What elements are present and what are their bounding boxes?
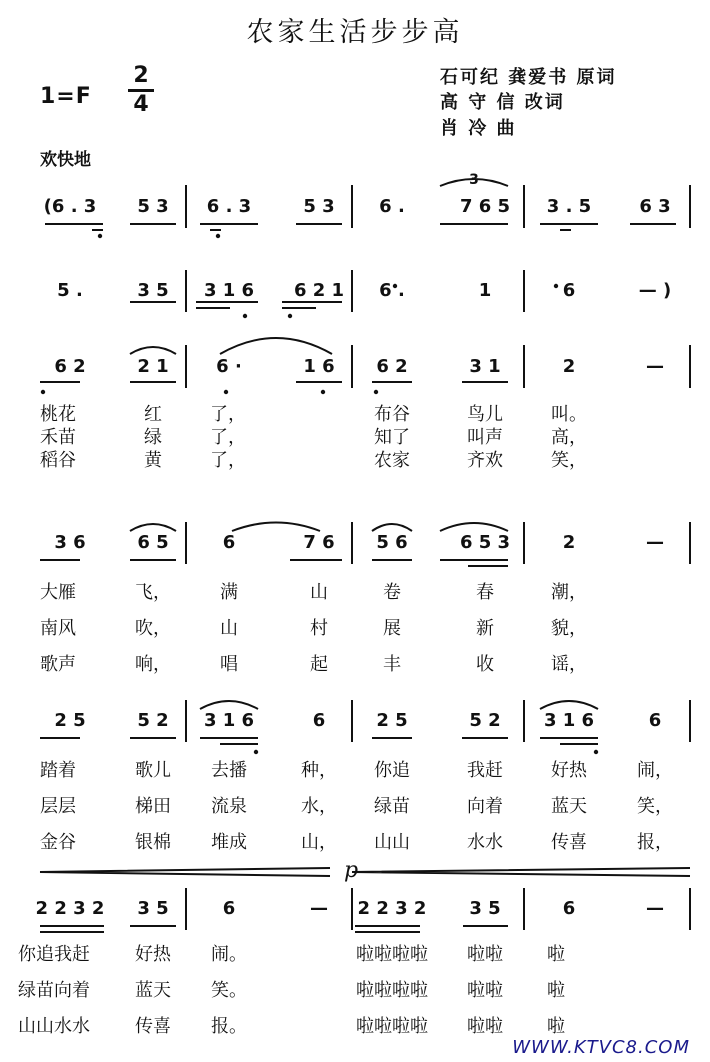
lyric-word: 啦 [547, 1016, 565, 1037]
lyric-word: 堆成 [211, 832, 247, 853]
lyric-word: 你追 [374, 760, 410, 781]
lyric-word: 知了 [374, 427, 410, 448]
lyric-word: 水水 [467, 832, 503, 853]
note-group: 2 2 3 2 [35, 898, 105, 919]
note-group: 3 6 [54, 532, 86, 553]
lyric-word: 种， [301, 760, 337, 781]
lyric-word: 啦啦 [467, 980, 503, 1001]
lyric-word: 新 [476, 618, 494, 639]
credit-line-1: 石可纪 龚爱书 原词 [440, 67, 617, 88]
lyric-word: 谣， [551, 654, 587, 675]
lyric-word: 好热 [135, 944, 171, 965]
lyric-word: 山 [220, 618, 238, 639]
lyric-word: 满 [220, 582, 238, 603]
lyric-word: 农家 [374, 450, 410, 471]
lyric-word: 响， [135, 654, 171, 675]
note-group: 3 5 [137, 280, 169, 301]
lyric-word: 展 [383, 618, 401, 639]
lyric-word: 传喜 [135, 1016, 171, 1037]
note-group: — [310, 898, 328, 919]
lyric-word: 金谷 [40, 832, 76, 853]
lyric-word: 黄 [144, 450, 162, 471]
note-group: 6 [648, 710, 662, 731]
note-group: (6 . 3 [43, 196, 97, 217]
lyric-word: 梯田 [135, 796, 171, 817]
lyric-word: 笑。 [211, 980, 247, 1001]
lyric-word: 齐欢 [467, 450, 503, 471]
lyric-word: 踏着 [40, 760, 76, 781]
lyric-word: 啦啦啦啦 [356, 1016, 428, 1037]
lyric-word: 山， [301, 832, 337, 853]
note-group: 6 5 3 [459, 532, 511, 553]
note-group: 5 6 [376, 532, 408, 553]
lyric-word: 桃花 [40, 404, 76, 425]
note-group: — [646, 532, 664, 553]
lyric-word: 山山水水 [18, 1016, 90, 1037]
lyric-word: 南风 [40, 618, 76, 639]
lyric-word: 叫。 [551, 404, 587, 425]
note-group: 2 2 3 2 [357, 898, 427, 919]
note-group: 6 3 [639, 196, 671, 217]
lyric-word: 禾苗 [40, 427, 76, 448]
lyric-word: 好热 [551, 760, 587, 781]
lyric-word: 山 [310, 582, 328, 603]
lyric-word: 水， [301, 796, 337, 817]
lyric-word: 绿苗向着 [18, 980, 90, 1001]
lyric-word: 闹。 [211, 944, 247, 965]
note-group: 6 2 [376, 356, 408, 377]
note-group: 6 [312, 710, 326, 731]
lyric-word: 村 [310, 618, 328, 639]
lyric-word: 丰 [383, 654, 401, 675]
note-group: — [646, 898, 664, 919]
lyric-word: 春 [476, 582, 494, 603]
note-group: 2 [562, 532, 576, 553]
lyric-word: 报， [637, 832, 673, 853]
note-group: 3 1 6 [203, 280, 255, 301]
watermark: WWW.KTVC8.COM [512, 1037, 690, 1058]
note-group: 6 2 [54, 356, 86, 377]
lyric-word: 起 [310, 654, 328, 675]
lyric-word: 去播 [211, 760, 247, 781]
lyric-word: 布谷 [374, 404, 410, 425]
note-group: 7 6 [303, 532, 335, 553]
lyric-word: 蓝天 [135, 980, 171, 1001]
lyric-word: 啦啦 [467, 1016, 503, 1037]
note-group: 3 1 6 [543, 710, 595, 731]
lyric-word: 啦啦 [467, 944, 503, 965]
note-group: 6 [562, 898, 576, 919]
lyric-word: 啦啦啦啦 [356, 980, 428, 1001]
song-title: 农家生活步步高 [246, 17, 464, 48]
lyric-word: 飞， [135, 582, 171, 603]
lyric-word: 报。 [211, 1016, 247, 1037]
lyric-word: 大雁 [40, 582, 76, 603]
lyric-word: 歌儿 [135, 760, 171, 781]
note-group: 2 [562, 356, 576, 377]
lyric-word: 山山 [374, 832, 410, 853]
lyric-word: 啦啦啦啦 [356, 944, 428, 965]
credit-line-3: 肖 冷 曲 [440, 118, 517, 139]
lyric-word: 卷 [383, 582, 401, 603]
lyric-word: 传喜 [551, 832, 587, 853]
lyric-word: 了， [210, 450, 246, 471]
note-group: 6 . [379, 196, 405, 217]
lyric-word: 吹， [135, 618, 171, 639]
lyric-word: 高， [551, 427, 587, 448]
note-group: 3 . 5 [546, 196, 592, 217]
note-group: — ) [638, 280, 672, 301]
lyric-word: 啦 [547, 980, 565, 1001]
lyric-word: 唱 [220, 654, 238, 675]
tempo-marking: 欢快地 [40, 150, 91, 170]
lyric-word: 潮， [551, 582, 587, 603]
lyric-word: 笑， [637, 796, 673, 817]
note-group: 2 1 [137, 356, 169, 377]
note-group: 6 . [379, 280, 405, 301]
note-group: 2 5 [54, 710, 86, 731]
note-group: — [646, 356, 664, 377]
note-group: 6 2 1 [293, 280, 345, 301]
lyric-word: 蓝天 [551, 796, 587, 817]
lyric-word: 闹， [637, 760, 673, 781]
note-group: 1 6 [303, 356, 335, 377]
lyric-word: 了， [210, 404, 246, 425]
note-group: 5 2 [137, 710, 169, 731]
note-group: 5 . [57, 280, 83, 301]
lyric-word: 银棉 [135, 832, 171, 853]
note-group: 6 [222, 532, 236, 553]
lyric-word: 收 [476, 654, 494, 675]
lyric-word: 稻谷 [40, 450, 76, 471]
lyric-word: 啦 [547, 944, 565, 965]
note-group: 2 5 [376, 710, 408, 731]
note-group: 6 [222, 898, 236, 919]
lyric-word: 层层 [40, 796, 76, 817]
note-group: 3 1 6 [203, 710, 255, 731]
lyric-word: 了， [210, 427, 246, 448]
key-signature: 1=F [40, 84, 92, 109]
lyric-word: 笑， [551, 450, 587, 471]
lyric-word: 向着 [467, 796, 503, 817]
note-group: 6 · [216, 356, 242, 377]
note-group: 3 1 [469, 356, 501, 377]
triplet-mark: 3 [469, 172, 479, 188]
note-group: 5 2 [469, 710, 501, 731]
note-group: 6 [562, 280, 576, 301]
lyric-word: 红 [144, 404, 162, 425]
meter-top: 2 [133, 63, 149, 88]
note-group: 3 5 [469, 898, 501, 919]
note-group: 7 6 5 [459, 196, 511, 217]
dynamic-piano: p [344, 858, 359, 883]
note-group: 6 . 3 [206, 196, 252, 217]
meter-bottom: 4 [133, 92, 149, 117]
note-group: 6 5 [137, 532, 169, 553]
credit-line-2: 高 守 信 改词 [440, 92, 565, 113]
lyric-word: 歌声 [40, 654, 76, 675]
lyric-word: 叫声 [467, 427, 503, 448]
note-group: 5 3 [137, 196, 169, 217]
lyric-word: 流泉 [211, 796, 247, 817]
lyric-word: 绿苗 [374, 796, 410, 817]
lyric-word: 我赶 [467, 760, 503, 781]
lyric-word: 鸟儿 [467, 404, 503, 425]
lyric-word: 绿 [144, 427, 162, 448]
lyric-word: 你追我赶 [18, 944, 90, 965]
note-group: 5 3 [303, 196, 335, 217]
note-group: 3 5 [137, 898, 169, 919]
lyric-word: 貌， [551, 618, 587, 639]
note-group: 1 [478, 280, 492, 301]
